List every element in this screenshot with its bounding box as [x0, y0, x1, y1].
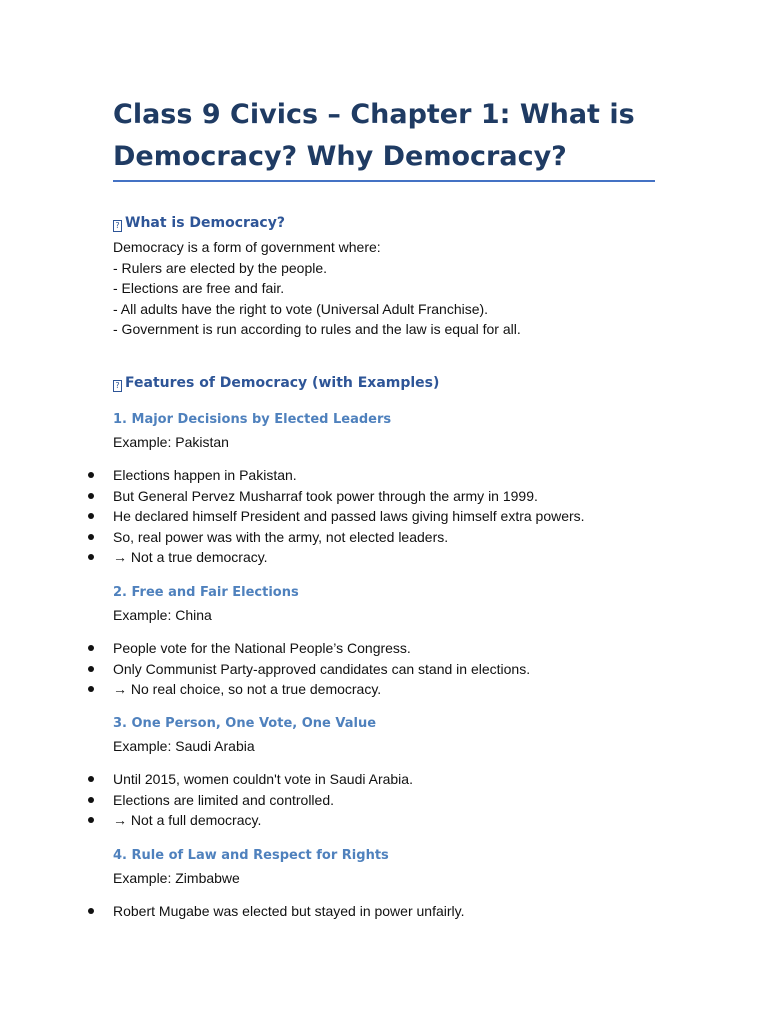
- list-item: So, real power was with the army, not elected leaders.: [86, 527, 585, 548]
- list-item: Robert Mugabe was elected but stayed in power unfairly.: [86, 901, 465, 922]
- bullet-icon: [88, 493, 94, 499]
- feature-heading: 1. Major Decisions by Elected Leaders: [113, 412, 392, 427]
- document-title: Class 9 Civics – Chapter 1: What is Democracy? Why Democracy?: [113, 99, 635, 172]
- feature-example: [113, 605, 212, 626]
- list-item: People vote for the National People’s Congress.: [86, 638, 530, 659]
- list-item: → No real choice, so not a true democracy.: [86, 679, 530, 700]
- bullet-icon: [88, 554, 94, 560]
- definition-line: - Government is run according to rules and the law is equal for all.: [113, 321, 521, 337]
- bullet-icon: [88, 513, 94, 519]
- list-item: But General Pervez Musharraf took power through the army in 1999.: [86, 486, 585, 507]
- section-heading-features: [113, 374, 439, 392]
- section-heading-what-is-democracy: [113, 214, 285, 232]
- bullet-icon: [88, 776, 94, 782]
- definition-paragraph: [113, 237, 521, 340]
- definition-line: - All adults have the right to vote (Universal Adult Franchise).: [113, 300, 489, 317]
- definition-line: - Elections are free and fair.: [113, 280, 285, 296]
- example-text: Example: China: [113, 607, 212, 623]
- example-text: Example: Zimbabwe: [113, 870, 240, 886]
- bullet-icon: [88, 908, 94, 914]
- list-item: Elections happen in Pakistan.: [86, 465, 585, 486]
- feature-example: [113, 432, 229, 453]
- title-underline-rule: [113, 180, 655, 182]
- bullet-icon: [88, 472, 94, 478]
- feature-bullet-list: [86, 465, 585, 568]
- feature-bullet-list: [86, 769, 413, 831]
- example-text: Example: Pakistan: [113, 434, 229, 450]
- list-item: He declared himself President and passed laws giving himself extra powers.: [86, 506, 585, 527]
- bullet-icon: [88, 797, 94, 803]
- missing-glyph-icon: ?: [113, 380, 122, 392]
- definition-line: Democracy is a form of government where:: [113, 239, 381, 255]
- bullet-icon: [88, 817, 94, 823]
- example-text: Example: Saudi Arabia: [113, 738, 255, 754]
- list-item: Only Communist Party-approved candidates can stand in elections.: [86, 659, 530, 680]
- section-heading-text: What is Democracy?: [125, 215, 285, 231]
- feature-example: [113, 868, 240, 889]
- list-item: Until 2015, women couldn't vote in Saudi Arabia.: [86, 769, 413, 790]
- feature-heading: 4. Rule of Law and Respect for Rights: [113, 848, 389, 863]
- feature-heading: 3. One Person, One Vote, One Value: [113, 716, 377, 731]
- missing-glyph-icon: ?: [113, 220, 122, 232]
- list-item: → Not a true democracy.: [86, 547, 585, 568]
- feature-example: [113, 736, 255, 757]
- feature-bullet-list: [86, 638, 530, 700]
- definition-line: - Rulers are elected by the people.: [113, 259, 328, 276]
- feature-bullet-list: [86, 901, 465, 922]
- bullet-icon: [88, 534, 94, 540]
- list-item: → Not a full democracy.: [86, 810, 413, 831]
- bullet-icon: [88, 645, 94, 651]
- feature-heading: 2. Free and Fair Elections: [113, 585, 299, 600]
- bullet-icon: [88, 686, 94, 692]
- list-item: Elections are limited and controlled.: [86, 790, 413, 811]
- section-heading-text: Features of Democracy (with Examples): [125, 375, 440, 391]
- bullet-icon: [88, 666, 94, 672]
